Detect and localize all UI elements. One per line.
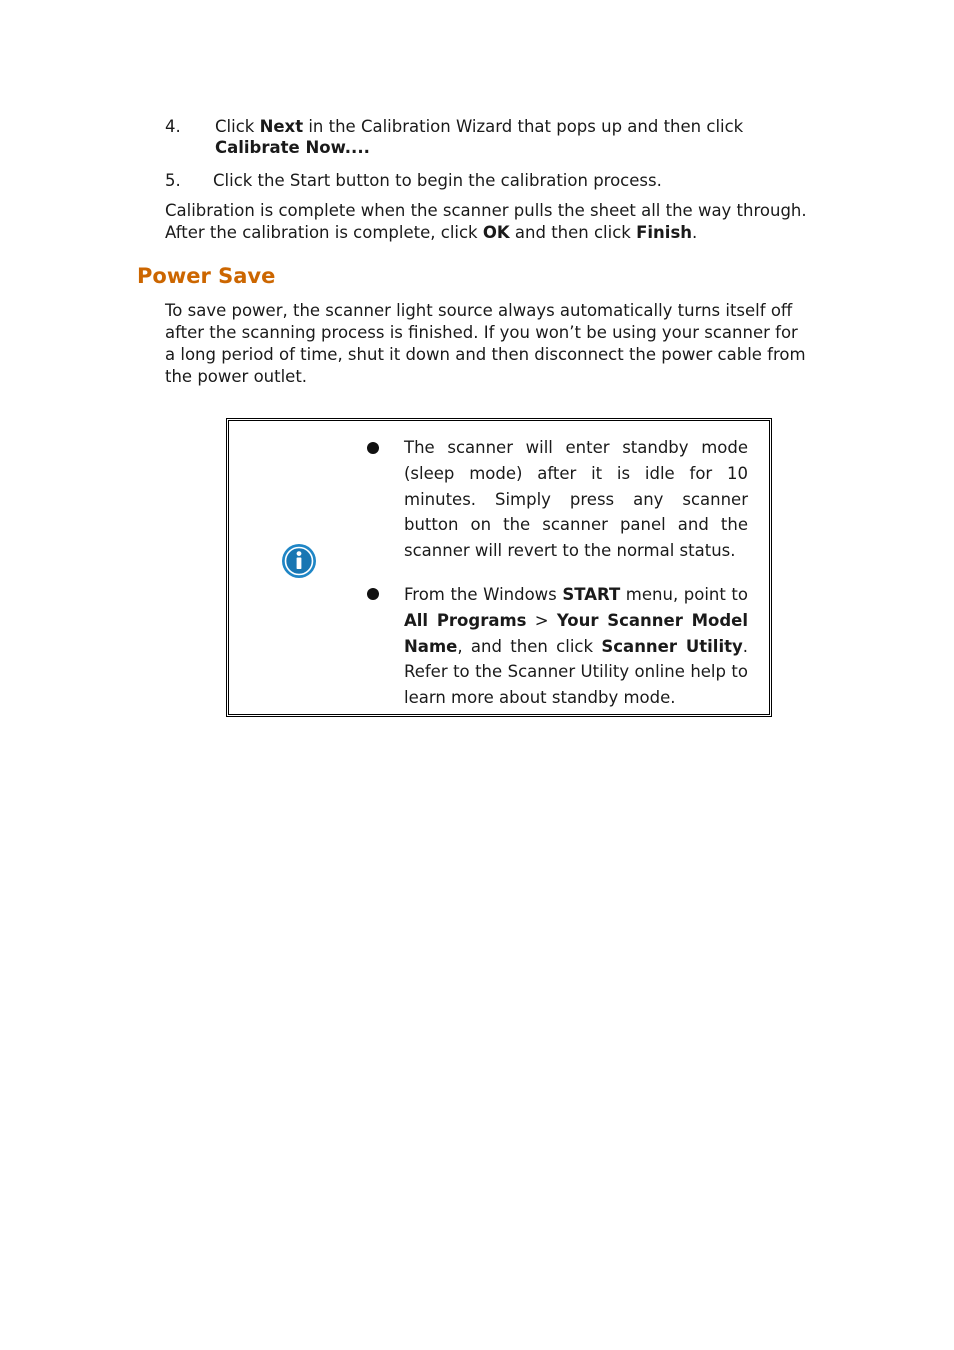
step-number: 4. [165, 117, 181, 136]
text-run: . Refer to the Scanner Utility online help to learn more about standby mode. [404, 636, 748, 708]
text-run: > [526, 610, 557, 630]
bullet-icon [367, 442, 379, 454]
bold-run: Finish [636, 223, 693, 242]
bold-run: Your Scanner Model Name [404, 610, 748, 656]
power-save-heading: Power Save [137, 264, 276, 288]
text-run: , and then click [457, 636, 602, 656]
power-save-paragraph: To save power, the scanner light source always automatically turns itself off after the scanning process is finished. If you won’t be using your scanner for a long period of time, shut it down and then disconnect the power cable from the power outlet. [165, 301, 806, 386]
note-box [226, 418, 772, 717]
step-text: Click the Start button to begin the calibration process. [213, 171, 662, 190]
text-run: menu, point to [620, 585, 748, 604]
bold-run: START [562, 585, 621, 604]
text-run: From the Windows [404, 585, 563, 604]
step-text [215, 116, 805, 158]
bullet-icon [367, 588, 379, 600]
bold-run: Calibrate Now.... [215, 138, 370, 157]
text-run: Click [215, 117, 260, 136]
note-bullet-1: The scanner will enter standby mode (sleep mode) after it is idle for 10 minutes. Simply press any scanner button on the scanner panel and the scanner will revert to the normal status. [404, 438, 748, 561]
bold-run: Scanner Utility [601, 636, 743, 656]
bold-run: Next [259, 117, 304, 136]
text-run: . [692, 223, 698, 242]
calibration-paragraph [165, 200, 810, 244]
bold-run: OK [482, 223, 510, 242]
text-run: and then click [509, 223, 637, 242]
step-number: 5. [165, 171, 181, 190]
text-run: in the Calibration Wizard that pops up and then click [303, 117, 744, 136]
text-run: Calibration is complete when the scanner pulls the sheet all the way through. After the calibration is complete, click [165, 201, 807, 242]
bold-run: All Programs [404, 610, 527, 630]
info-icon [281, 543, 317, 579]
note-bullet-2 [404, 582, 748, 711]
